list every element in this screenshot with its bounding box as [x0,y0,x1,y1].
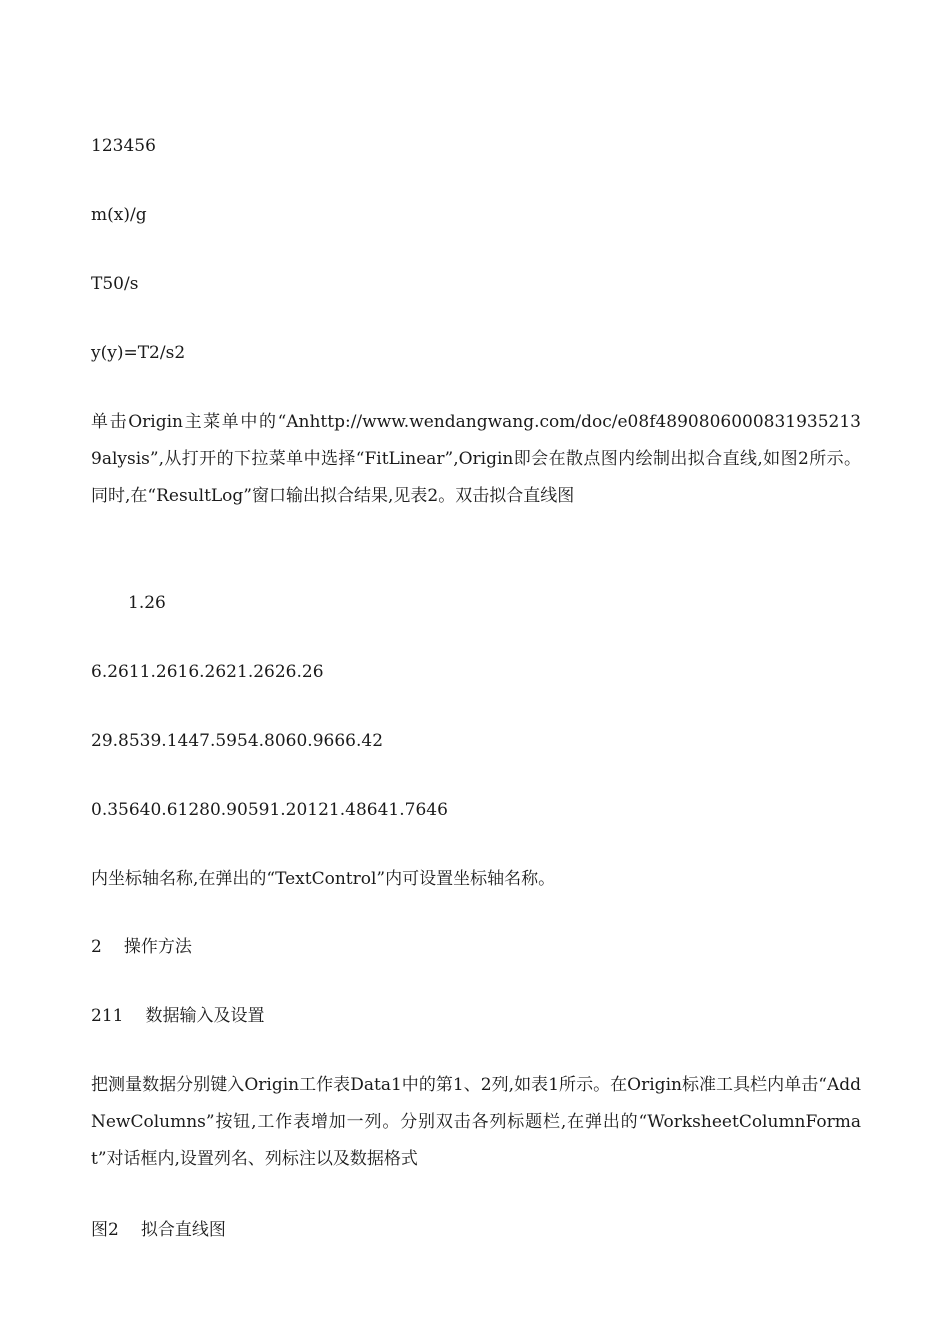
figure-caption [91,1212,861,1249]
figure-caption-text: 拟合直线图 [140,1220,226,1240]
paragraph-data-input: 把测量数据分别键入Origin工作表Data1中的第1、2列,如表1所示。在Origin标准工具栏内单击“AddNewColumns”按钮,工作表增加一列。分别双击各列标题栏,在弹出的“WorksheetColumnFormat”对话框内,设置列名、列标注以及数据格式 [91,1075,861,1169]
paragraph-fit-linear: 单击Origin主菜单中的“Anhttp://www.wendangwang.com/doc/e08f4890806000831935213 9alysis”,从打开的下拉菜单中选择“FitLinear”,Origin即会在散点图内绘制出拟合直线,如图2所示。同时,在“ResultLog”窗口输出拟合结果,见表2。双击拟合直线图 [91,412,861,506]
subsection-heading [91,998,861,1035]
section-heading [91,929,861,966]
text-line-y-header: y(y)=T2/s2 [91,343,186,363]
section-number: 2 [91,937,102,957]
text-line-numbers: 123456 [91,136,156,156]
data-row-mass: 6.2611.2616.2621.2626.26 [91,662,324,682]
paragraph-axis-note: 内坐标轴名称,在弹出的“TextControl”内可设置坐标轴名称。 [91,869,556,889]
section-title: 操作方法 [123,937,192,957]
subsection-title: 数据输入及设置 [145,1006,265,1026]
text-line-period-header: T50/s [91,274,139,294]
text-value: 1.26 [128,593,166,613]
subsection-number: 211 [91,1006,124,1026]
figure-number: 图2 [91,1220,119,1240]
text-line-mass-header: m(x)/g [91,205,147,225]
data-row-period: 29.8539.1447.5954.8060.9666.42 [91,731,384,751]
data-row-y: 0.35640.61280.90591.20121.48641.7646 [91,800,448,820]
